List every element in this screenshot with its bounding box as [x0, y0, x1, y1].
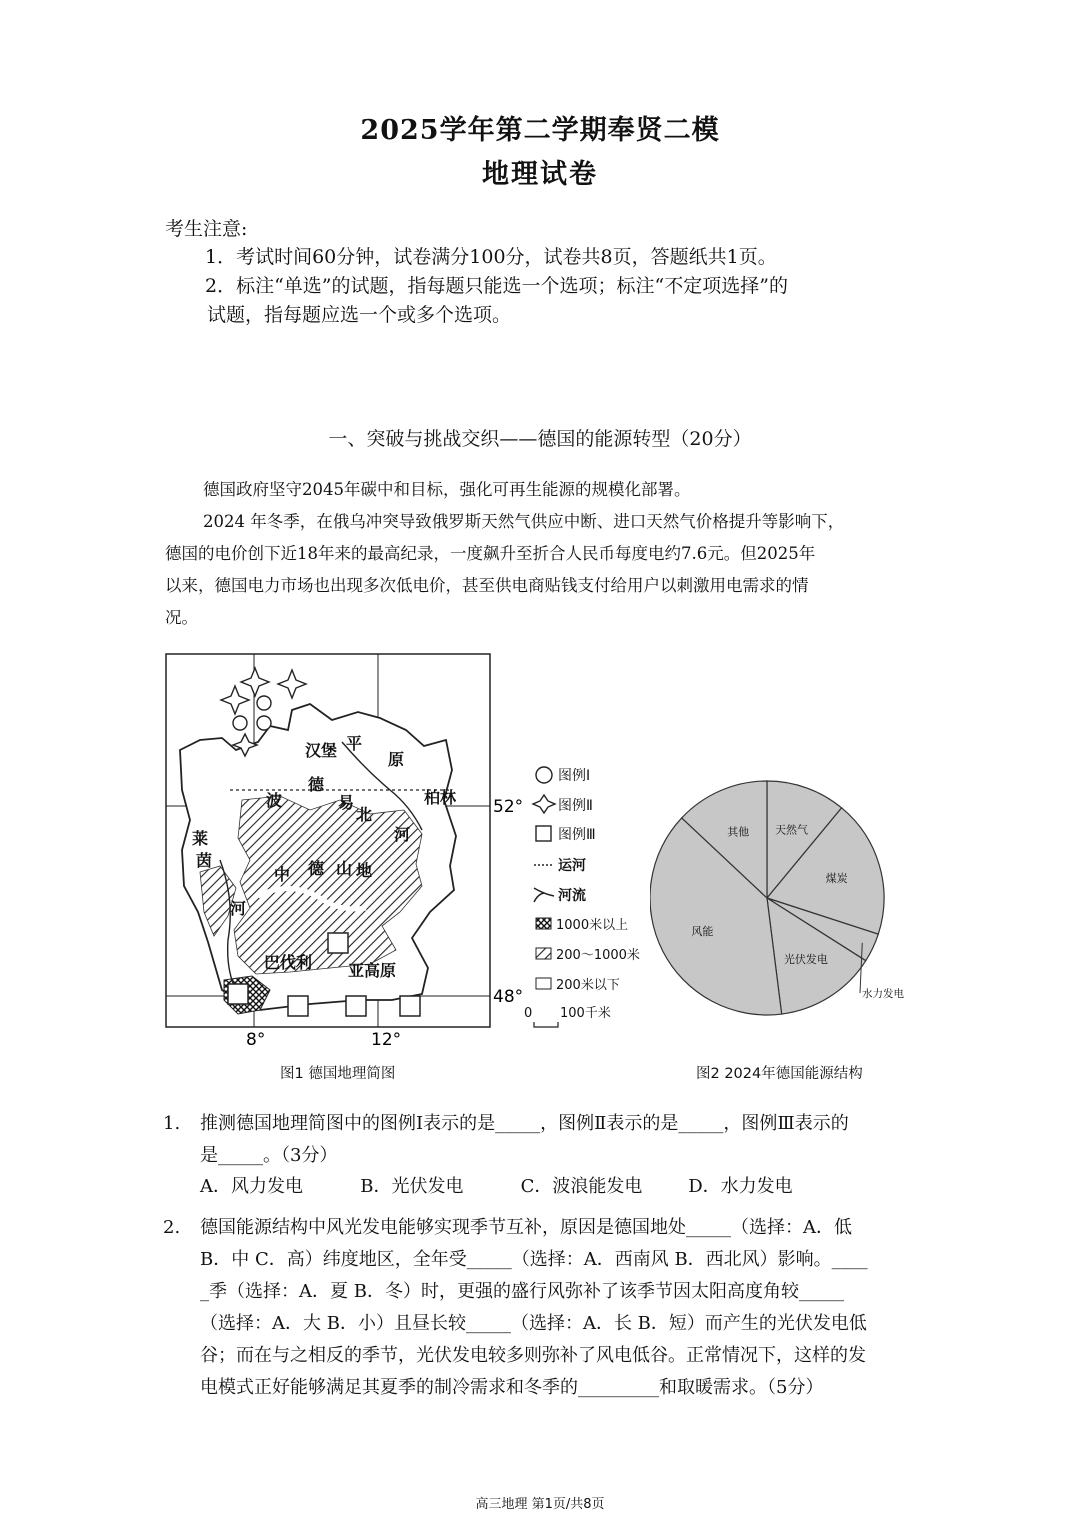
legend-label-2: 图例Ⅱ [558, 798, 593, 814]
marker-circle [257, 716, 271, 730]
legend-below-200m-icon [536, 978, 551, 989]
legend-square-icon [536, 826, 551, 841]
question-2-line1: 德国能源结构中风光发电能够实现季节互补，原因是德国地处_____（选择：A．低 [200, 1217, 852, 1238]
marker-square [400, 996, 420, 1016]
label-lon-12: 12° [371, 1030, 402, 1050]
label-lat-52: 52° [493, 797, 524, 817]
notice-item-1: 1．考试时间60分钟，试卷满分100分，试卷共8页，答题纸共1页。 [205, 246, 777, 268]
intro-paragraph-2-line1: 2024 年冬季，在俄乌冲突导致俄罗斯天然气供应中断、进口天然气价格提升等影响下， [203, 512, 845, 531]
notice-item-2-line1: 2．标注“单选”的试题，指每题只能选一个选项；标注“不定项选择”的 [205, 275, 788, 297]
notice-heading: 考生注意: [165, 218, 248, 240]
legend-label-below-200m: 200米以下 [556, 978, 620, 993]
exam-title: 2025学年第二学期奉贤二模 [360, 115, 720, 146]
question-1-line2: 是_____。（3分） [200, 1145, 338, 1166]
label-lai: 莱 [192, 829, 209, 848]
notice-item-2-line2: 试题，指每题应选一个或多个选项。 [207, 304, 512, 326]
label-berlin: 柏林 [424, 788, 457, 807]
label-bei: 北 [356, 805, 373, 824]
label-shan: 山 [336, 859, 353, 878]
page-footer: 高三地理 第1页/共8页 [475, 1497, 605, 1512]
marker-square [328, 933, 348, 953]
question-2-line5: 谷；而在与之相反的季节，光伏发电较多则弥补了风电低谷。正常情况下，这样的发 [200, 1345, 866, 1366]
label-bo: 波 [266, 791, 283, 810]
pie-label-0: 天然气 [775, 823, 809, 837]
question-2-line3: _季（选择：A．夏 B．冬）时，更强的盛行风弥补了该季节因太阳高度角较_____ [200, 1281, 844, 1302]
germany-map-figure [160, 650, 650, 1050]
label-lat-48: 48° [493, 987, 524, 1007]
legend-star-icon [533, 795, 555, 813]
label-di: 地 [356, 861, 373, 880]
marker-square [228, 984, 248, 1004]
intro-paragraph-2-line3: 以来，德国电力市场也出现多次低电价，甚至供电商贴钱支付给用户以刺激用电需求的情 [165, 576, 809, 595]
label-he-1: 河 [230, 899, 247, 918]
label-hamburg: 汉堡 [305, 741, 338, 760]
legend-circle-icon [536, 767, 552, 783]
marker-square [346, 996, 366, 1016]
label-de: 德 [308, 775, 325, 794]
scale-label: 100千米 [560, 1006, 611, 1021]
pie-label-2: 水力发电 [862, 988, 904, 1000]
section-title: 一、突破与挑战交织——德国的能源转型（20分） [328, 428, 752, 450]
label-he-2: 河 [394, 825, 411, 844]
legend-label-200-1000m: 200～1000米 [556, 948, 640, 963]
map-caption: 图1 德国地理简图 [280, 1066, 396, 1082]
label-plain-2: 原 [388, 750, 405, 769]
exam-subject-title: 地理试卷 [482, 159, 598, 190]
legend-200-1000m-icon [536, 948, 551, 959]
label-bavaria: 巴伐利 [264, 953, 313, 972]
label-de-2: 德 [308, 859, 325, 878]
intro-paragraph-2-line2: 德国的电价创下近18年来的最高纪录，一度飙升至折合人民币每度电约7.6元。但2025年 [165, 544, 816, 563]
legend-label-3: 图例Ⅲ [558, 827, 596, 843]
scale-bar [534, 1022, 558, 1027]
marker-circle [257, 696, 271, 710]
scale-zero: 0 [524, 1006, 533, 1021]
label-plain-1: 平 [346, 734, 363, 753]
intro-paragraph-2-line4: 况。 [165, 608, 198, 627]
pie-label-1: 煤炭 [825, 871, 848, 885]
question-2-line4: （选择：A．大 B．小）且昼长较_____（选择：A．长 B．短）而产生的光伏发电低 [200, 1313, 867, 1334]
question-2-number: 2. [163, 1217, 181, 1238]
legend-river-icon [534, 888, 554, 902]
legend-1000m-icon [536, 918, 551, 929]
intro-paragraph-1: 德国政府坚守2045年碳中和目标，强化可再生能源的规模化部署。 [203, 480, 691, 499]
pie-caption: 图2 2024年德国能源结构 [696, 1066, 863, 1082]
pie-label-5: 其他 [727, 825, 750, 839]
label-lon-8: 8° [246, 1030, 266, 1050]
map-legend [524, 767, 640, 1027]
label-zhong: 中 [274, 865, 291, 884]
legend-label-1000m: 1000米以上 [556, 918, 629, 933]
question-1-options: A．风力发电 B．光伏发电 C．波浪能发电 D．水力发电 [200, 1176, 793, 1197]
label-plateau: 亚高原 [348, 961, 397, 980]
question-1-line1: 推测德国地理简图中的图例Ⅰ表示的是_____，图例Ⅱ表示的是_____，图例Ⅲ表示的 [200, 1113, 849, 1134]
legend-label-canal: 运河 [558, 858, 586, 874]
legend-label-1: 图例Ⅰ [558, 768, 591, 784]
marker-square [288, 996, 308, 1016]
question-1-number: 1. [163, 1113, 181, 1134]
question-2-line6: 电模式正好能够满足其夏季的制冷需求和冬季的_________和取暖需求。（5分） [200, 1377, 824, 1398]
legend-label-river: 河流 [558, 888, 586, 904]
pie-label-4: 风能 [691, 924, 714, 938]
energy-pie-chart [650, 780, 920, 1030]
pie-label-3: 光伏发电 [783, 953, 828, 967]
question-2-line2: B．中 C．高）纬度地区，全年受_____（选择：A．西南风 B．西北风）影响。____ [200, 1249, 868, 1270]
label-yi: 易 [338, 793, 355, 812]
label-yin: 茵 [196, 851, 213, 870]
marker-circle [233, 716, 247, 730]
